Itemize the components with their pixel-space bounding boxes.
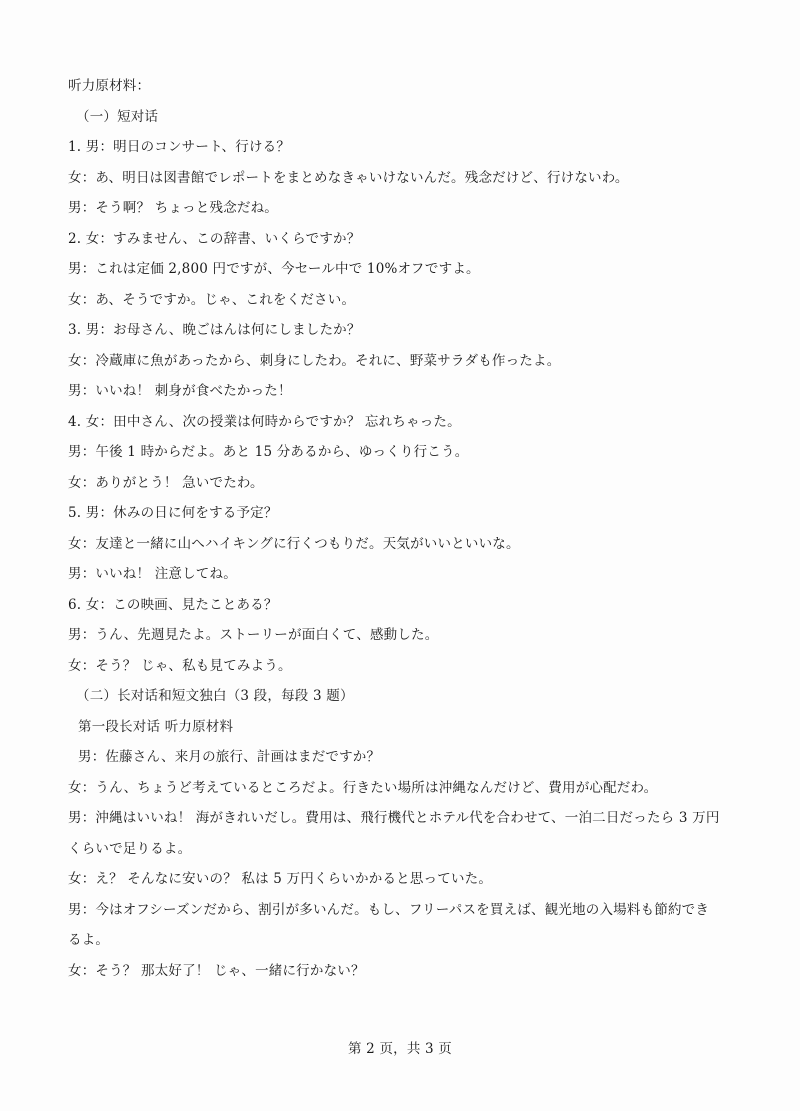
- dialogue-line: 女：友達と一緒に山へハイキングに行くつもりだ。天気がいいといいな。: [68, 535, 520, 552]
- dialogue-line: 男：これは定価 2,800 円ですが、今セール中で 10%オフですよ。: [68, 261, 480, 277]
- page-number-footer: 第 2 页，共 3 页: [347, 1041, 453, 1057]
- long-dialogue-line-continued: くらいで足りるよ。: [68, 840, 192, 857]
- dialogue-line: 男：いいね！ 注意してね。: [68, 566, 237, 582]
- long-dialogue-line: 男：今はオフシーズンだから、割引が多いんだ。もし、フリーパスを買えば、観光地の入場料も節約でき: [68, 901, 710, 918]
- long-dialogue-line-continued: るよ。: [68, 932, 110, 948]
- dialogue-line: 女：ありがとう！ 急いでたわ。: [68, 474, 264, 491]
- long-dialogue-line: 男：沖縄はいいね！ 海がきれいだし。費用は、飛行機代とホテル代を合わせて、一泊二日だったら 3 万円: [68, 810, 720, 826]
- dialogue-line: 女：あ、そうですか。じゃ、これをください。: [68, 291, 356, 308]
- dialogue-line: 2. 女：すみません、この辞書、いくらですか？: [68, 230, 361, 247]
- long-dialogue-line: 女：そう？ 那太好了！ じゃ、一緒に行かない？: [68, 962, 365, 979]
- dialogue-line: 女：冷蔵庫に魚があったから、刺身にしたわ。それに、野菜サラダも作ったよ。: [68, 352, 561, 369]
- long-dialogue-line: 女：え？ そんなに安いの？ 私は 5 万円くらいかかると思っていた。: [68, 871, 493, 887]
- section-title-long-dialogues: （二）长对话和短文独白（3 段，每段 3 题）: [76, 688, 354, 704]
- dialogue-line: 4. 女：田中さん、次の授業は何時からですか？ 忘れちゃった。: [68, 413, 461, 430]
- dialogue-line: 男：午後 1 時からだよ。あと 15 分あるから、ゆっくり行こう。: [68, 444, 469, 460]
- dialogue-line: 女：あ、明日は図書館でレポートをまとめなきゃいけないんだ。残念だけど、行けないわ。: [68, 169, 629, 186]
- dialogue-line: 男：うん、先週見たよ。ストーリーが面白くて、感動した。: [68, 627, 439, 643]
- dialogue-line: 1. 男：明日のコンサート、行ける？: [68, 139, 291, 155]
- section-title-short-dialogues: （一）短对话: [76, 108, 159, 125]
- long-dialogue-line: 女：うん、ちょうど考えているところだよ。行きたい場所は沖縄なんだけど、費用が心配だわ。: [68, 779, 658, 796]
- part-title-first-dialogue: 第一段长对话 听力原材料: [78, 718, 234, 735]
- dialogue-line: 5. 男：休みの日に何をする予定？: [68, 505, 278, 521]
- long-dialogue-line: 男：佐藤さん、来月の旅行、計画はまだですか？: [78, 749, 381, 765]
- dialogue-line: 女：そう？ じゃ、私も見てみよう。: [68, 657, 292, 674]
- document-body: [68, 76, 748, 991]
- dialogue-line: 6. 女：この映画、見たことある？: [68, 596, 278, 613]
- page-heading: 听力原材料：: [68, 78, 151, 94]
- dialogue-line: 男：いいね！ 刺身が食べたかった！: [68, 383, 292, 399]
- dialogue-line: 男：そう啊？ ちょっと残念だね。: [68, 200, 278, 216]
- dialogue-line: 3. 男：お母さん、晩ごはんは何にしましたか？: [68, 322, 361, 338]
